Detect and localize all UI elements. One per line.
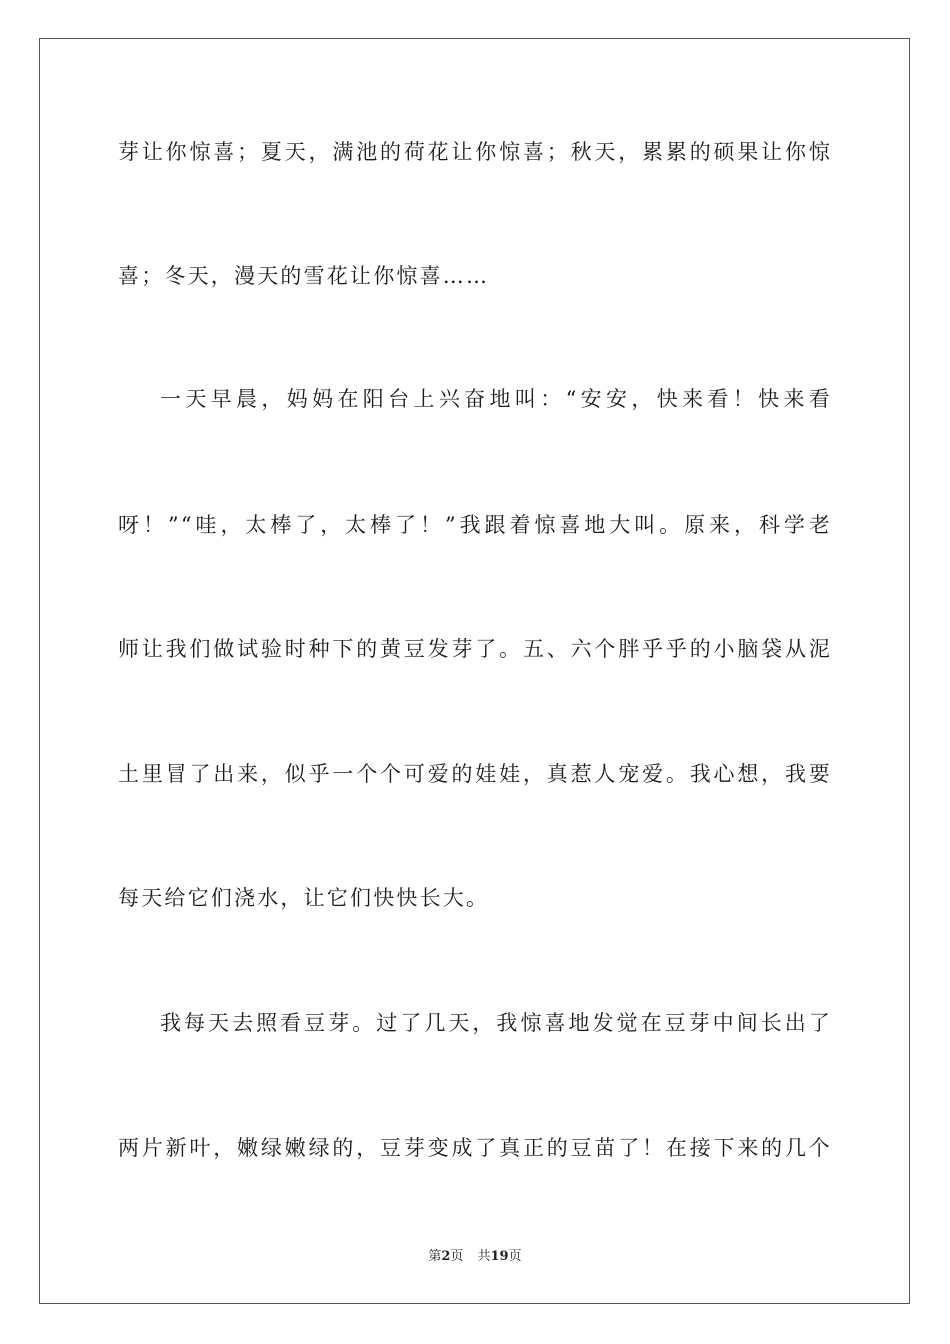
text-line-9: 两片新叶，嫩绿嫩绿的，豆芽变成了真正的豆苗了！在接下来的几个: [118, 1136, 832, 1160]
total-prefix: 共: [477, 1249, 491, 1264]
text-line-7: 每天给它们浇水，让它们快快长大。: [118, 886, 490, 910]
text-line-6: 土里冒了出来，似乎一个个可爱的娃娃，真惹人宠爱。我心想，我要: [118, 762, 832, 786]
page-border: [39, 38, 910, 1304]
total-pages: 19: [490, 1249, 509, 1264]
total-suffix: 页: [508, 1249, 522, 1264]
page-footer: [0, 1248, 950, 1266]
text-line-3: 一天早晨，妈妈在阳台上兴奋地叫：“安安，快来看！快来看: [160, 387, 832, 411]
text-line-4: 呀！”“哇，太棒了，太棒了！”我跟着惊喜地大叫。原来，科学老: [118, 513, 832, 537]
page-suffix: 页: [450, 1249, 464, 1264]
page-number: 2: [441, 1249, 451, 1264]
text-line-2: 喜；冬天，漫天的雪花让你惊喜……: [118, 264, 490, 288]
text-line-8: 我每天去照看豆芽。过了几天，我惊喜地发觉在豆芽中间长出了: [160, 1011, 832, 1035]
page-prefix: 第: [428, 1249, 442, 1264]
text-line-1: 芽让你惊喜；夏天，满池的荷花让你惊喜；秋天，累累的硕果让你惊: [118, 140, 832, 164]
text-line-5: 师让我们做试验时种下的黄豆发芽了。五、六个胖乎乎的小脑袋从泥: [118, 637, 832, 661]
